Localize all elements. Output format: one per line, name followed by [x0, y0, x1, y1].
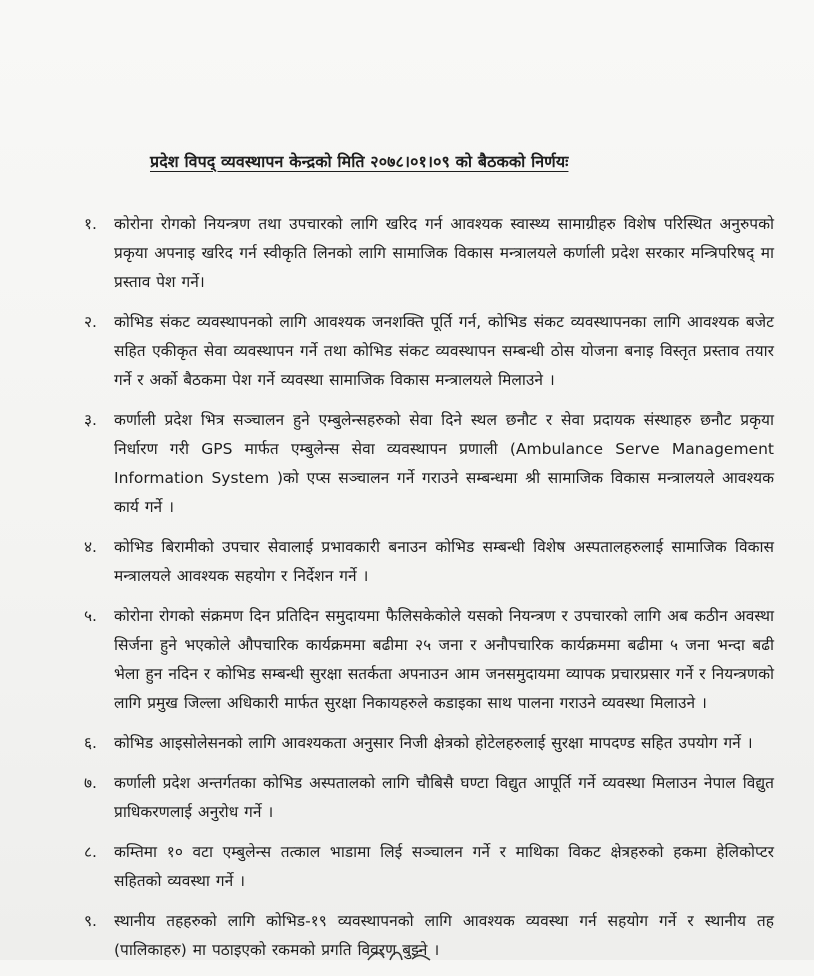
item-number: १.: [84, 215, 97, 233]
item-number: ४.: [84, 538, 97, 556]
decision-item-5: [84, 602, 774, 718]
decision-item-7: [84, 769, 774, 827]
item-number: ६.: [84, 734, 97, 752]
item-text: कोभिड आइसोलेसनको लागि आवश्यकता अनुसार निजी क्षेत्रको होटेलहरुलाई सुरक्षा मापदण्ड सहित उपयोग गर्ने ।: [114, 734, 753, 752]
decision-list: [84, 210, 774, 976]
decision-item-2: [84, 308, 774, 395]
decision-item-8: [84, 838, 774, 896]
decision-item-6: [84, 729, 774, 758]
decision-item-1: [84, 210, 774, 297]
item-text: कोरोना रोगको नियन्त्रण तथा उपचारको लागि खरिद गर्न आवश्यक स्वास्थ्य सामाग्रीहरु विशेष परिस्थित अनुरुपको प्रकृया अपनाइ खरिद गर्न स्वीकृति लिनको लागि सामाजिक विकास मन्त्रालयले कर्णाली प्रदेश सरकार मन्त्रिपरिषद् मा प्रस्ताव पेश गर्ने।: [114, 215, 774, 291]
item-number: ५.: [84, 607, 97, 625]
decision-item-3: [84, 406, 774, 522]
item-number: ९.: [84, 912, 97, 930]
item-text: कोरोना रोगको संक्रमण दिन प्रतिदिन समुदायमा फैलिसकेकोले यसको नियन्त्रण र उपचारको लागि अब कठीन अवस्था सिर्जना हुने भएकोले औपचारिक कार्यक्रममा बढीमा २५ जना र अनौपचारिक कार्यक्रममा बढीमा ५ जना भन्दा बढी भेला हुन नदिन र कोभिड सम्बन्धी सुरक्षा सतर्कता अपनाउन आम जनसमुदायमा व्यापक प्रचारप्रसार गर्ने र नियन्त्रणको लागि प्रमुख जिल्ला अधिकारी मार्फत सुरक्षा निकायहरुले कडाइका साथ पालना गराउने व्यवस्था मिलाउने ।: [114, 607, 774, 712]
item-text: कर्णाली प्रदेश भित्र सञ्चालन हुने एम्बुलेन्सहरुको सेवा दिने स्थल छनौट र सेवा प्रदायक संस्थाहरु छनौट प्रकृया निर्धारण गरी GPS मार्फत एम्बुलेन्स सेवा व्यवस्थापन प्रणाली (Ambulance Serve Management Information System )को एप्स सञ्चालन गर्ने गराउने सम्बन्धमा श्री सामाजिक विकास मन्त्रालयले आवश्यक कार्य गर्ने ।: [114, 411, 774, 516]
item-text: कर्णाली प्रदेश अन्तर्गतका कोभिड अस्पतालको लागि चौबिसै घण्टा विद्युत आपूर्ति गर्ने व्यवस्था मिलाउन नेपाल विद्युत प्राधिकरणलाई अनुरोध गर्ने ।: [114, 774, 774, 821]
item-number: २.: [84, 313, 97, 331]
handwritten-signature-fragment: [360, 944, 450, 962]
item-number: ८.: [84, 843, 97, 861]
item-text: कम्तिमा १० वटा एम्बुलेन्स तत्काल भाडामा लिई सञ्चालन गर्ने र माथिका विकट क्षेत्रहरुको हकमा हेलिकोप्टर सहितको व्यवस्था गर्ने ।: [114, 843, 774, 890]
item-text: कोभिड बिरामीको उपचार सेवालाई प्रभावकारी बनाउन कोभिड सम्बन्धी विशेष अस्पतालहरुलाई सामाजिक विकास मन्त्रालयले आवश्यक सहयोग र निर्देशन गर्ने ।: [114, 538, 774, 585]
document-title: प्रदेश विपद् व्यवस्थापन केन्द्रको मिति २०७८।०१।०९ को बैठकको निर्णयः: [150, 152, 569, 171]
item-number: ७.: [84, 774, 97, 792]
item-text: कोभिड संकट व्यवस्थापनको लागि आवश्यक जनशक्ति पूर्ति गर्न, कोभिड संकट व्यवस्थापनका लागि आवश्यक बजेट सहित एकीकृत सेवा व्यवस्थापन गर्ने तथा कोभिड संकट व्यवस्थापन सम्बन्धी ठोस योजना बनाइ विस्तृत प्रस्ताव तयार गर्ने र अर्को बैठकमा पेश गर्ने व्यवस्था सामाजिक विकास मन्त्रालयले मिलाउने ।: [114, 313, 774, 389]
decision-item-4: [84, 533, 774, 591]
item-text: स्थानीय तहहरुको लागि कोभिड-१९ व्यवस्थापनको लागि आवश्यक व्यवस्था गर्न सहयोग गर्ने र स्थानीय तह (पालिकाहरु) मा पठाइएको रकमको प्रगति विवरण बुझ्ने ।: [114, 912, 774, 959]
item-number: ३.: [84, 411, 97, 429]
